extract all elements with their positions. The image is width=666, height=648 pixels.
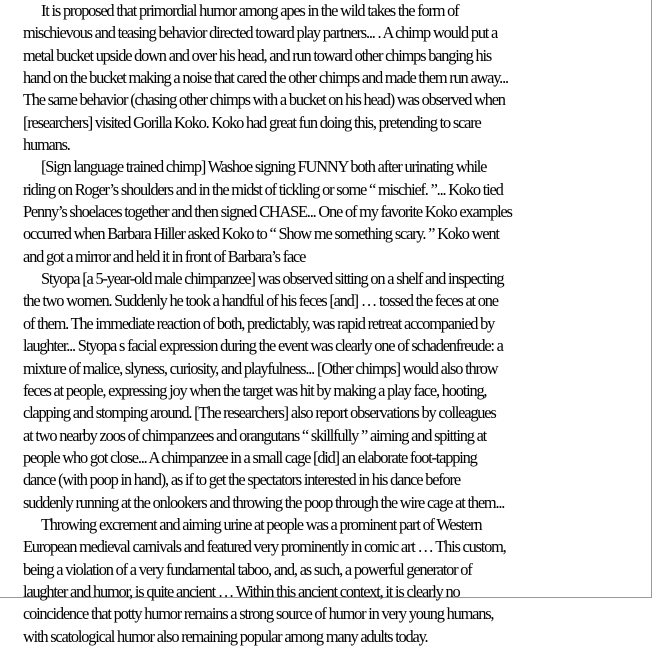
text-line: It is proposed that primordial humor among apes in the wild takes the form of	[41, 1, 459, 20]
text-line: people who got close... A chimpanzee in a small cage [did] an elaborate foot-tapping	[23, 447, 477, 467]
text-line: coincidence that potty humor remains a strong source of humor in very young humans,	[23, 604, 494, 624]
text-line: Penny’s shoelaces together and then signed CHASE... One of my favorite Koko examples	[23, 202, 512, 222]
text-line: hand on the bucket making a noise that cared the other chimps and made them run away...	[23, 68, 508, 88]
text-line: Styopa [a 5-year-old male chimpanzee] was observed sitting on a shelf and inspecting	[41, 269, 504, 289]
paragraph-styopa	[5, 268, 651, 514]
text-line: [researchers] visited Gorilla Koko. Koko had great fun doing this, pretending to scare	[23, 112, 481, 132]
paragraph-medieval-carnivals	[5, 514, 651, 648]
text-line: clapping and stomping around. [The researchers] also report observations by colleagues	[23, 403, 496, 423]
text-line: metal bucket upside down and over his head, and run toward other chimps banging his	[23, 45, 492, 65]
text-line: humans.	[23, 135, 70, 155]
text-line: feces at people, expressing joy when the target was hit by making a play face, hooting,	[23, 380, 487, 400]
paragraph-washoe-koko	[5, 156, 651, 268]
text-line: occurred when Barbara Hiller asked Koko to “ Show me something scary. ” Koko went	[23, 224, 499, 244]
text-line: being a violation of a very fundamental taboo, and, as such, a powerful generator of	[23, 559, 472, 579]
text-line: of them. The immediate reaction of both, predictably, was rapid retreat accompanied by	[23, 313, 495, 333]
text-line: The same behavior (chasing other chimps with a bucket on his head) was observed when	[23, 90, 505, 110]
text-line: European medieval carnivals and featured very prominently in comic art … This custom,	[23, 537, 506, 557]
paragraph-primordial-humor	[5, 0, 651, 156]
text-line: Throwing excrement and aiming urine at people was a prominent part of Western	[41, 514, 482, 534]
text-line: [Sign language trained chimp] Washoe signing FUNNY both after urinating while	[41, 157, 487, 177]
text-line: laughter and humor, is quite ancient … Within this ancient context, it is clearly no	[23, 581, 460, 601]
text-line: at two nearby zoos of chimpanzees and orangutans “ skillfully ” aiming and spitting at	[23, 425, 487, 445]
text-line: and got a mirror and held it in front of Barbara’s face	[23, 246, 306, 266]
text-line: mischievous and teasing behavior directed toward play partners... . A chimp would put a	[23, 23, 498, 43]
text-line: with scatological humor also remaining popular among many adults today.	[23, 626, 428, 646]
text-line: the two women. Suddenly he took a handful of his feces [and] … tossed the feces at one	[23, 291, 498, 311]
text-line: riding on Roger’s shoulders and in the midst of tickling or some “ mischief. ”... Koko tied	[23, 179, 503, 199]
text-line: dance (with poop in hand), as if to get the spectators interested in his dance before	[23, 470, 460, 490]
text-line: mixture of malice, slyness, curiosity, and playfulness... [Other chimps] would also throw	[23, 358, 498, 378]
text-line: suddenly running at the onlookers and throwing the poop through the wire cage at them...	[23, 492, 505, 512]
text-line: laughter... Styopa s facial expression during the event was clearly one of schadenfreude: a	[23, 336, 503, 356]
